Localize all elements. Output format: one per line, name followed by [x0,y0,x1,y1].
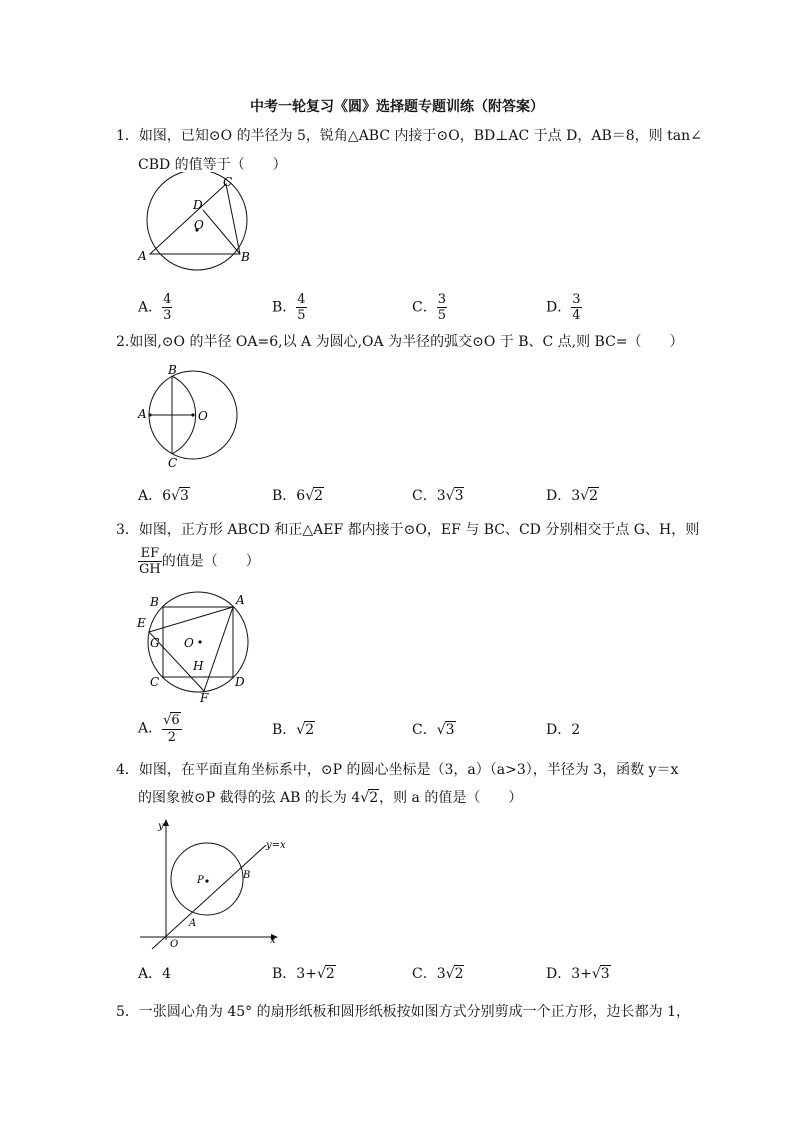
q3-label-h: H [193,659,204,673]
q2-option-b[interactable]: B．6√2 [272,488,324,504]
q4-text-line2: 的图象被⊙P 截得的弦 AB 的长为 4√2，则 a 的值是（ ） [138,790,523,806]
q1-figure [130,172,260,272]
q4-label-x: x [270,935,276,946]
q3-figure [136,590,256,705]
q1-label-d: D [193,198,203,212]
q2-point-o [191,413,194,416]
q1-option-d[interactable]: D． $\frac{3}{4}$ [546,292,581,323]
q1-option-b[interactable]: B． $\frac{4}{5}$ [272,292,306,323]
q4-label-p: P [197,875,204,886]
q3-option-c[interactable]: C．√3 [412,722,455,738]
q3-label-f: F [200,691,209,705]
q2-point-a [148,413,151,416]
q3-label-b: B [150,595,159,609]
q2-option-d[interactable]: D．3√2 [546,488,598,504]
q4-label-b: B [243,870,251,881]
q3-center-dot [198,640,201,643]
q1-option-a[interactable]: A． $\frac{4}{3}$ [138,292,172,323]
q3-label-c: C [150,675,160,689]
q1-label-a: A [138,249,147,263]
q4-label-a: A [189,918,197,929]
q4-circle-p [171,843,243,915]
q1-label-o: O [194,218,204,232]
q5-text-line1: 5．一张圆心角为 45° 的扇形纸板和圆形纸板按如图方式分别剪成一个正方形，边长都为 1， [116,1004,690,1020]
q2-option-a[interactable]: A．6√3 [138,488,189,504]
q1-option-c[interactable]: C． $\frac{3}{5}$ [412,292,446,323]
q4-label-y: y [158,821,164,832]
q4-option-a[interactable]: A．4 [138,966,172,982]
q3-option-a[interactable]: A． $\frac{√6}{2}$ [138,713,180,745]
q1-text-line1: 1．如图，已知⊙O 的半径为 5，锐角△ABC 内接于⊙O，BD⊥AC 于点 D，AB＝8，则 tan∠ [116,128,702,144]
q3-option-b[interactable]: B．√2 [272,722,315,738]
q4-option-d[interactable]: D．3+√3 [546,966,610,982]
q3-fraction: $\frac{EF}{GH}$ [139,546,161,577]
q4-option-c[interactable]: C．3√2 [412,966,464,982]
q2-label-b: B [168,363,177,377]
q4-figure [138,815,288,950]
q1-segment-bd [203,210,240,254]
q3-label-d: D [235,675,245,689]
q2-label-a: A [138,407,147,421]
q1-label-c: C [223,175,233,189]
q4-label-o: O [170,939,179,950]
q3-label-e: E [137,616,146,630]
q2-figure [136,360,246,470]
q2-label-o: O [198,409,208,423]
q4-text-line1: 4．如图，在平面直角坐标系中，⊙P 的圆心坐标是（3，a）（a>3），半径为 3，函数 y＝x [116,762,679,778]
q3-option-d[interactable]: D．2 [546,722,581,738]
q4-option-b[interactable]: B．3+√2 [272,966,335,982]
page-title: 中考一轮复习《圆》选择题专题训练（附答案） [250,99,544,115]
q4-line-yx [152,845,266,949]
q4-label-func: y=x [266,840,286,851]
q2-option-c[interactable]: C．3√3 [412,488,464,504]
q2-text-line1: 2.如图,⊙O 的半径 OA=6,以 A 为圆心,OA 为半径的弧交⊙O 于 B、C 点,则 BC=（ ） [116,334,684,350]
q1-label-b: B [241,250,250,264]
q4-y-arrow [163,819,169,826]
q3-text-line2: $\frac{EF}{GH}$ 的值是（ ） [139,546,260,577]
q3-text-line1: 3．如图，正方形 ABCD 和正△AEF 都内接于⊙O，EF 与 BC、CD 分别相交于点 G、H，则 [116,522,700,538]
q2-label-c: C [168,456,178,470]
q4-center-dot [205,879,208,882]
q3-label-o: O [184,636,194,650]
q3-label-g: G [150,636,160,650]
q1-text-line2: CBD 的值等于（ ） [138,157,287,173]
q3-label-a: A [236,593,245,607]
